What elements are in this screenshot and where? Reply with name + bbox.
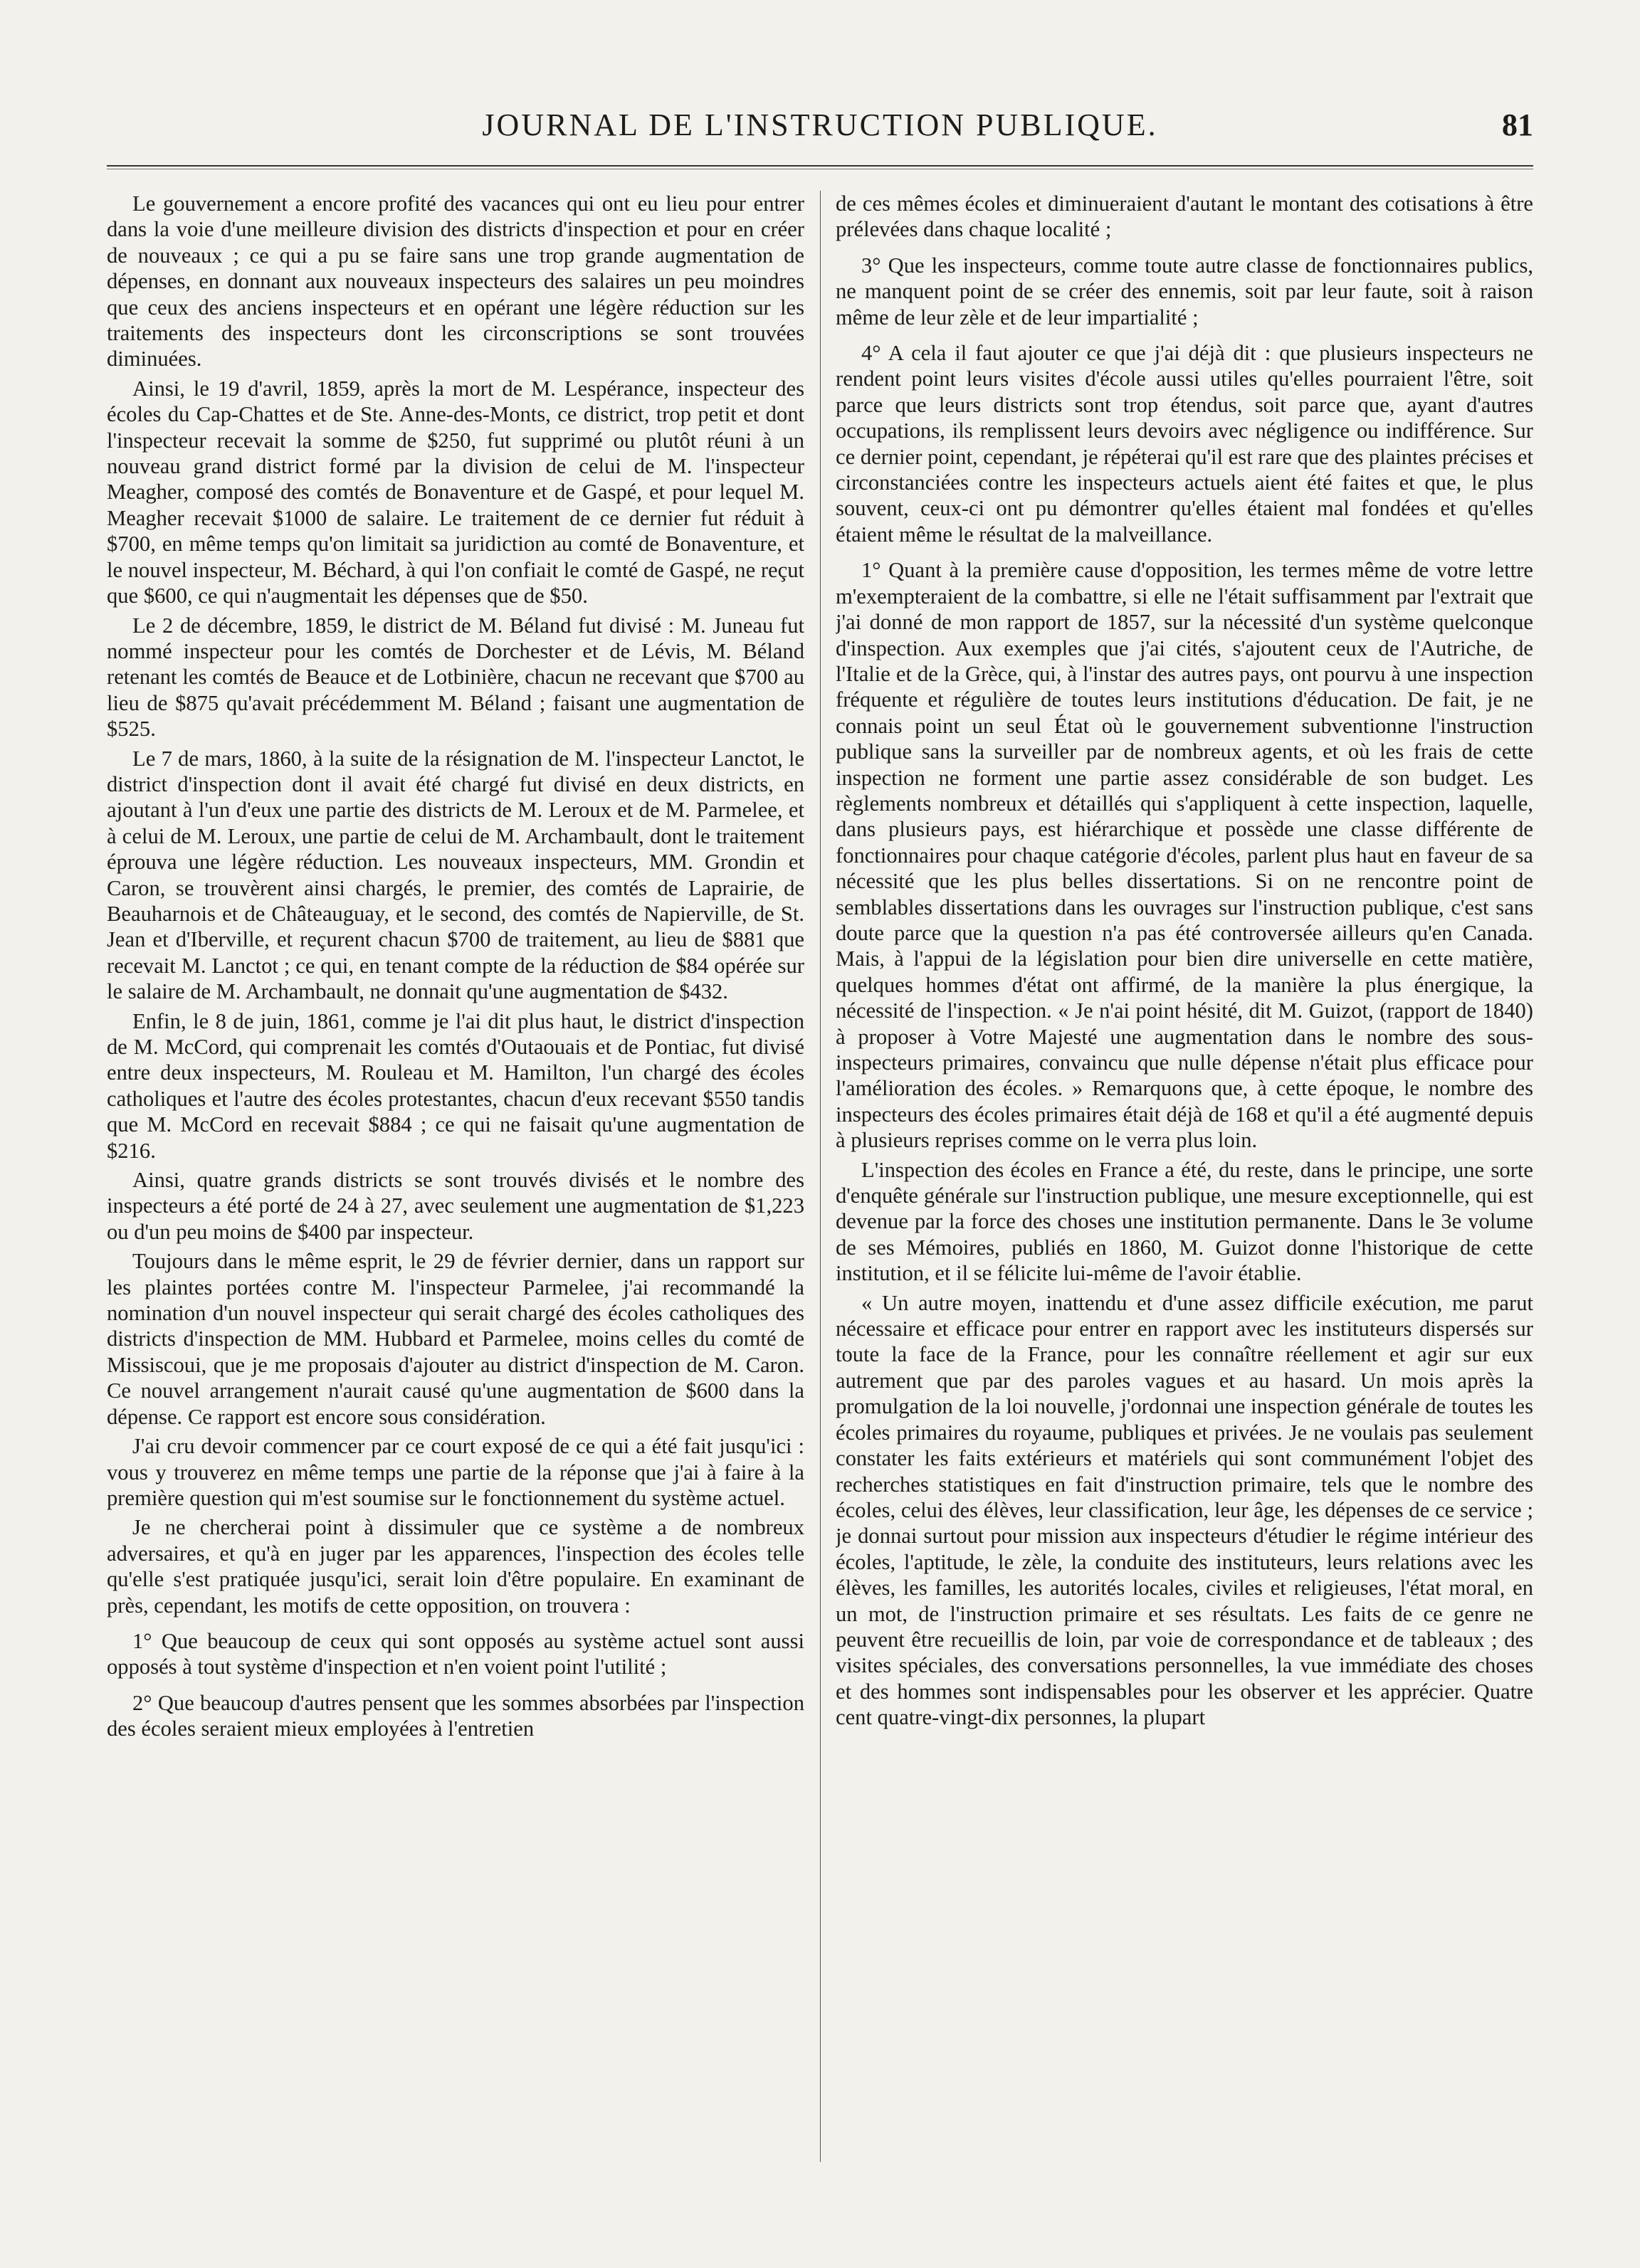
list-item: 3° Que les inspecteurs, comme toute autre classe de fonctionnaires publics, ne manquent point de se créer des ennemis, soit par leur faute, soit à raison même de leur zèle et de leur impartialité ;: [836, 253, 1533, 329]
paragraph: Ainsi, quatre grands districts se sont trouvés divisés et le nombre des inspecteurs a été porté de 24 à 27, avec seulement une augmentation de $1,223 ou d'un peu moins de $400 par inspecteur.: [107, 1168, 804, 1244]
text-columns: [107, 191, 1533, 2226]
paragraph: Le 2 de décembre, 1859, le district de M. Béland fut divisé : M. Juneau fut nommé inspecteur pour les comtés de Dorchester et de Lévis, M. Béland retenant les comtés de Beauce et de Lotbinière, chacun ne recevant que $700 au lieu de $875 qu'avait précédemment M. Béland ; faisant une augmentation de $525.: [107, 613, 804, 742]
paragraph: Ainsi, le 19 d'avril, 1859, après la mort de M. Lespérance, inspecteur des écoles du Cap-Chattes et de Ste. Anne-des-Monts, ce district, trop petit et dont l'inspecteur recevait la somme de $250, fut supprimé ou plutôt réuni à un nouveau grand district formé par la division de celui de M. l'inspecteur Meagher, composé des comtés de Bonaventure et de Gaspé, et pour lequel M. Meagher recevait $1000 de salaire. Le traitement de ce dernier fut réduit à $700, en même temps qu'on limitait sa juridiction au comté de Bonaventure, et le nouvel inspecteur, M. Béchard, à qui l'on confiait le comté de Gaspé, ne reçut que $600, ce qui n'augmentait les dépenses que de $50.: [107, 376, 804, 608]
paragraph: Enfin, le 8 de juin, 1861, comme je l'ai dit plus haut, le district d'inspection de M. McCord, qui comprenait les comtés d'Outaouais et de Pontiac, fut divisé entre deux inspecteurs, M. Rouleau et M. Hamilton, l'un chargé des écoles catholiques et l'autre des écoles protestantes, chacun d'eux recevant $550 tandis que M. McCord en recevait $884 ; ce qui ne faisait qu'une augmentation de $216.: [107, 1008, 804, 1163]
paragraph: L'inspection des écoles en France a été, du reste, dans le principe, une sorte d'enquête générale sur l'instruction publique, une mesure exceptionnelle, qui est devenue par la force des choses une institution permanente. Dans le 3e volume de ses Mémoires, publiés en 1860, M. Guizot donne l'historique de cette institution, et il se félicite lui-même de l'avoir établie.: [836, 1157, 1533, 1286]
list-item: 2° Que beaucoup d'autres pensent que les sommes absorbées par l'inspection des écoles seraient mieux employées à l'entretien: [107, 1690, 804, 1741]
list-item: 4° A cela il faut ajouter ce que j'ai déjà dit : que plusieurs inspecteurs ne rendent point leurs visites d'école aussi utiles qu'elles pourraient l'être, soit parce que leurs districts sont trop étendus, soit parce que, ayant d'autres occupations, ils remplissent leurs devoirs avec négligence ou indifférence. Sur ce dernier point, cependant, je répéterai qu'il est rare que des plaintes précises et circonstanciées contre les inspecteurs actuels aient été faites et que, le plus souvent, ceux-ci ont pu démontrer qu'elles étaient mal fondées et qu'elles étaient même le résultat de la malveillance.: [836, 341, 1533, 547]
paragraph: Je ne chercherai point à dissimuler que ce système a de nombreux adversaires, et qu'à en juger par les apparences, l'inspection des écoles telle qu'elle s'est pratiquée jusqu'ici, serait loin d'être populaire. En examinant de près, cependant, les motifs de cette opposition, on trouvera :: [107, 1515, 804, 1618]
quotation-paragraph: « Un autre moyen, inattendu et d'une assez difficile exécution, me parut nécessaire et efficace pour entrer en rapport avec les instituteurs dispersés sur toute la face de la France, pour les connaître réellement et agir sur eux autrement que par des paroles vagues et au hasard. Un mois après la promulgation de la loi nouvelle, j'ordonnai une inspection générale de toutes les écoles primaires du royaume, publiques et privées. Je ne voulais pas seulement constater les faits extérieurs et matériels qui sont communément l'objet des recherches statistiques en fait d'instruction primaire, tels que le nombre des écoles, celui des élèves, leur classification, leur âge, les dépenses de ce service ; je donnai surtout pour mission aux inspecteurs d'étudier le régime intérieur des écoles, l'aptitude, le zèle, la conduite des instituteurs, leurs relations avec les élèves, les familles, les autorités locales, civiles et religieuses, l'état moral, en un mot, de l'instruction primaire et ses résultats. Les faits de ce genre ne peuvent être recueillis de loin, par voie de correspondance et de tableaux ; des visites spéciales, des conversations personnelles, la vue immédiate des choses et des hommes sont indispensables pour les observer et les apprécier. Quatre cent quatre-vingt-dix personnes, la plupart: [836, 1290, 1533, 1730]
right-column: [836, 191, 1533, 2226]
header-rule: [107, 165, 1533, 169]
paragraph: Le gouvernement a encore profité des vacances qui ont eu lieu pour entrer dans la voie d'une meilleure division des districts d'inspection et pour en créer de nouveaux ; ce qui a pu se faire sans une trop grande augmentation de dépenses, en donnant aux nouveaux inspecteurs des salaires un peu moindres que ceux des anciens inspecteurs et en opérant une légère réduction sur les traitements des inspecteurs dont les circonscriptions se sont trouvées diminuées.: [107, 191, 804, 371]
page-number: 81: [1502, 107, 1533, 142]
paragraph: Toujours dans le même esprit, le 29 de février dernier, dans un rapport sur les plaintes portées contre M. l'inspecteur Parmelee, j'ai recommandé la nomination d'un nouvel inspecteur qui serait chargé des écoles catholiques des districts d'inspection de MM. Hubbard et Parmelee, moins celles du comté de Missiscoui, que je me proposais d'ajouter au district d'inspection de M. Caron. Ce nouvel arrangement n'aurait causé qu'une augmentation de $600 dans la dépense. Ce rapport est encore sous considération.: [107, 1249, 804, 1429]
list-item: 1° Que beaucoup de ceux qui sont opposés au système actuel sont aussi opposés à tout système d'inspection et n'en voient point l'utilité ;: [107, 1628, 804, 1679]
paragraph-continued: de ces mêmes écoles et diminueraient d'autant le montant des cotisations à être prélevées dans chaque localité ;: [836, 191, 1533, 242]
paragraph: Le 7 de mars, 1860, à la suite de la résignation de M. l'inspecteur Lanctot, le district d'inspection dont il avait été chargé fut divisé en deux districts, en ajoutant à l'un d'eux une partie des districts de M. Leroux et de M. Parmelee, et à celui de M. Leroux, une partie de celui de M. Archambault, dont le traitement éprouva une légère réduction. Les nouveaux inspecteurs, MM. Grondin et Caron, se trouvèrent ainsi chargés, le premier, des comtés de Laprairie, de Beauharnois et de Châteauguay, et le second, des comtés de Napierville, de St. Jean et d'Iberville, et reçurent chacun $700 de traitement, au lieu de $881 que recevait M. Lanctot ; ce qui, en tenant compte de la réduction de $84 opérée sur le salaire de M. Archambault, ne donnait qu'une augmentation de $432.: [107, 746, 804, 1004]
paragraph: J'ai cru devoir commencer par ce court exposé de ce qui a été fait jusqu'ici : vous y trouverez en même temps une partie de la réponse que j'ai à faire à la première question qui m'est soumise sur le fonctionnement du système actuel.: [107, 1434, 804, 1510]
running-title: JOURNAL DE L'INSTRUCTION PUBLIQUE.: [482, 107, 1158, 142]
page-header: [107, 107, 1533, 164]
left-column: [107, 191, 804, 2226]
paragraph: 1° Quant à la première cause d'opposition, les termes même de votre lettre m'exempteraient de la combattre, si elle ne l'était suffisamment par l'extrait que j'ai donné de mon rapport de 1857, sur la nécessité d'un système quelconque d'inspection. Aux exemples que j'ai cités, s'ajoutent ceux de l'Autriche, de l'Italie et de la Grèce, qui, à l'instar des autres pays, ont pourvu à une inspection fréquente et régulière de toutes leurs institutions d'éducation. De fait, je ne connais point un seul État où le gouvernement subventionne l'instruction publique sans la surveiller par de nombreux agents, et où les frais de cette inspection ne forment une partie assez considérable de son budget. Les règlements nombreux et détaillés qui s'appliquent à cette inspection, laquelle, dans plusieurs pays, est hiérarchique et possède une classe différente de fonctionnaires pour chaque catégorie d'écoles, parlent plus haut en faveur de sa nécessité que les plus belles dissertations. Si on ne rencontre point de semblables dissertations dans les ouvrages sur l'instruction publique, c'est sans doute parce que la question n'a pas été controversée ailleurs qu'en Canada. Mais, à l'appui de la législation pour bien dire universelle en cette matière, quelques hommes d'état ont affirmé, de la manière la plus énergique, la nécessité de l'inspection. « Je n'ai point hésité, dit M. Guizot, (rapport de 1840) à proposer à Votre Majesté une augmentation dans le nombre des sous-inspecteurs primaires, convaincu que nulle dépense n'était plus efficace pour l'amélioration des écoles. » Remarquons que, à cette époque, le nombre des inspecteurs des écoles primaires était déjà de 168 et qu'il a été augmenté depuis à plusieurs reprises comme on le verra plus loin.: [836, 558, 1533, 1153]
column-divider: [820, 191, 821, 2162]
